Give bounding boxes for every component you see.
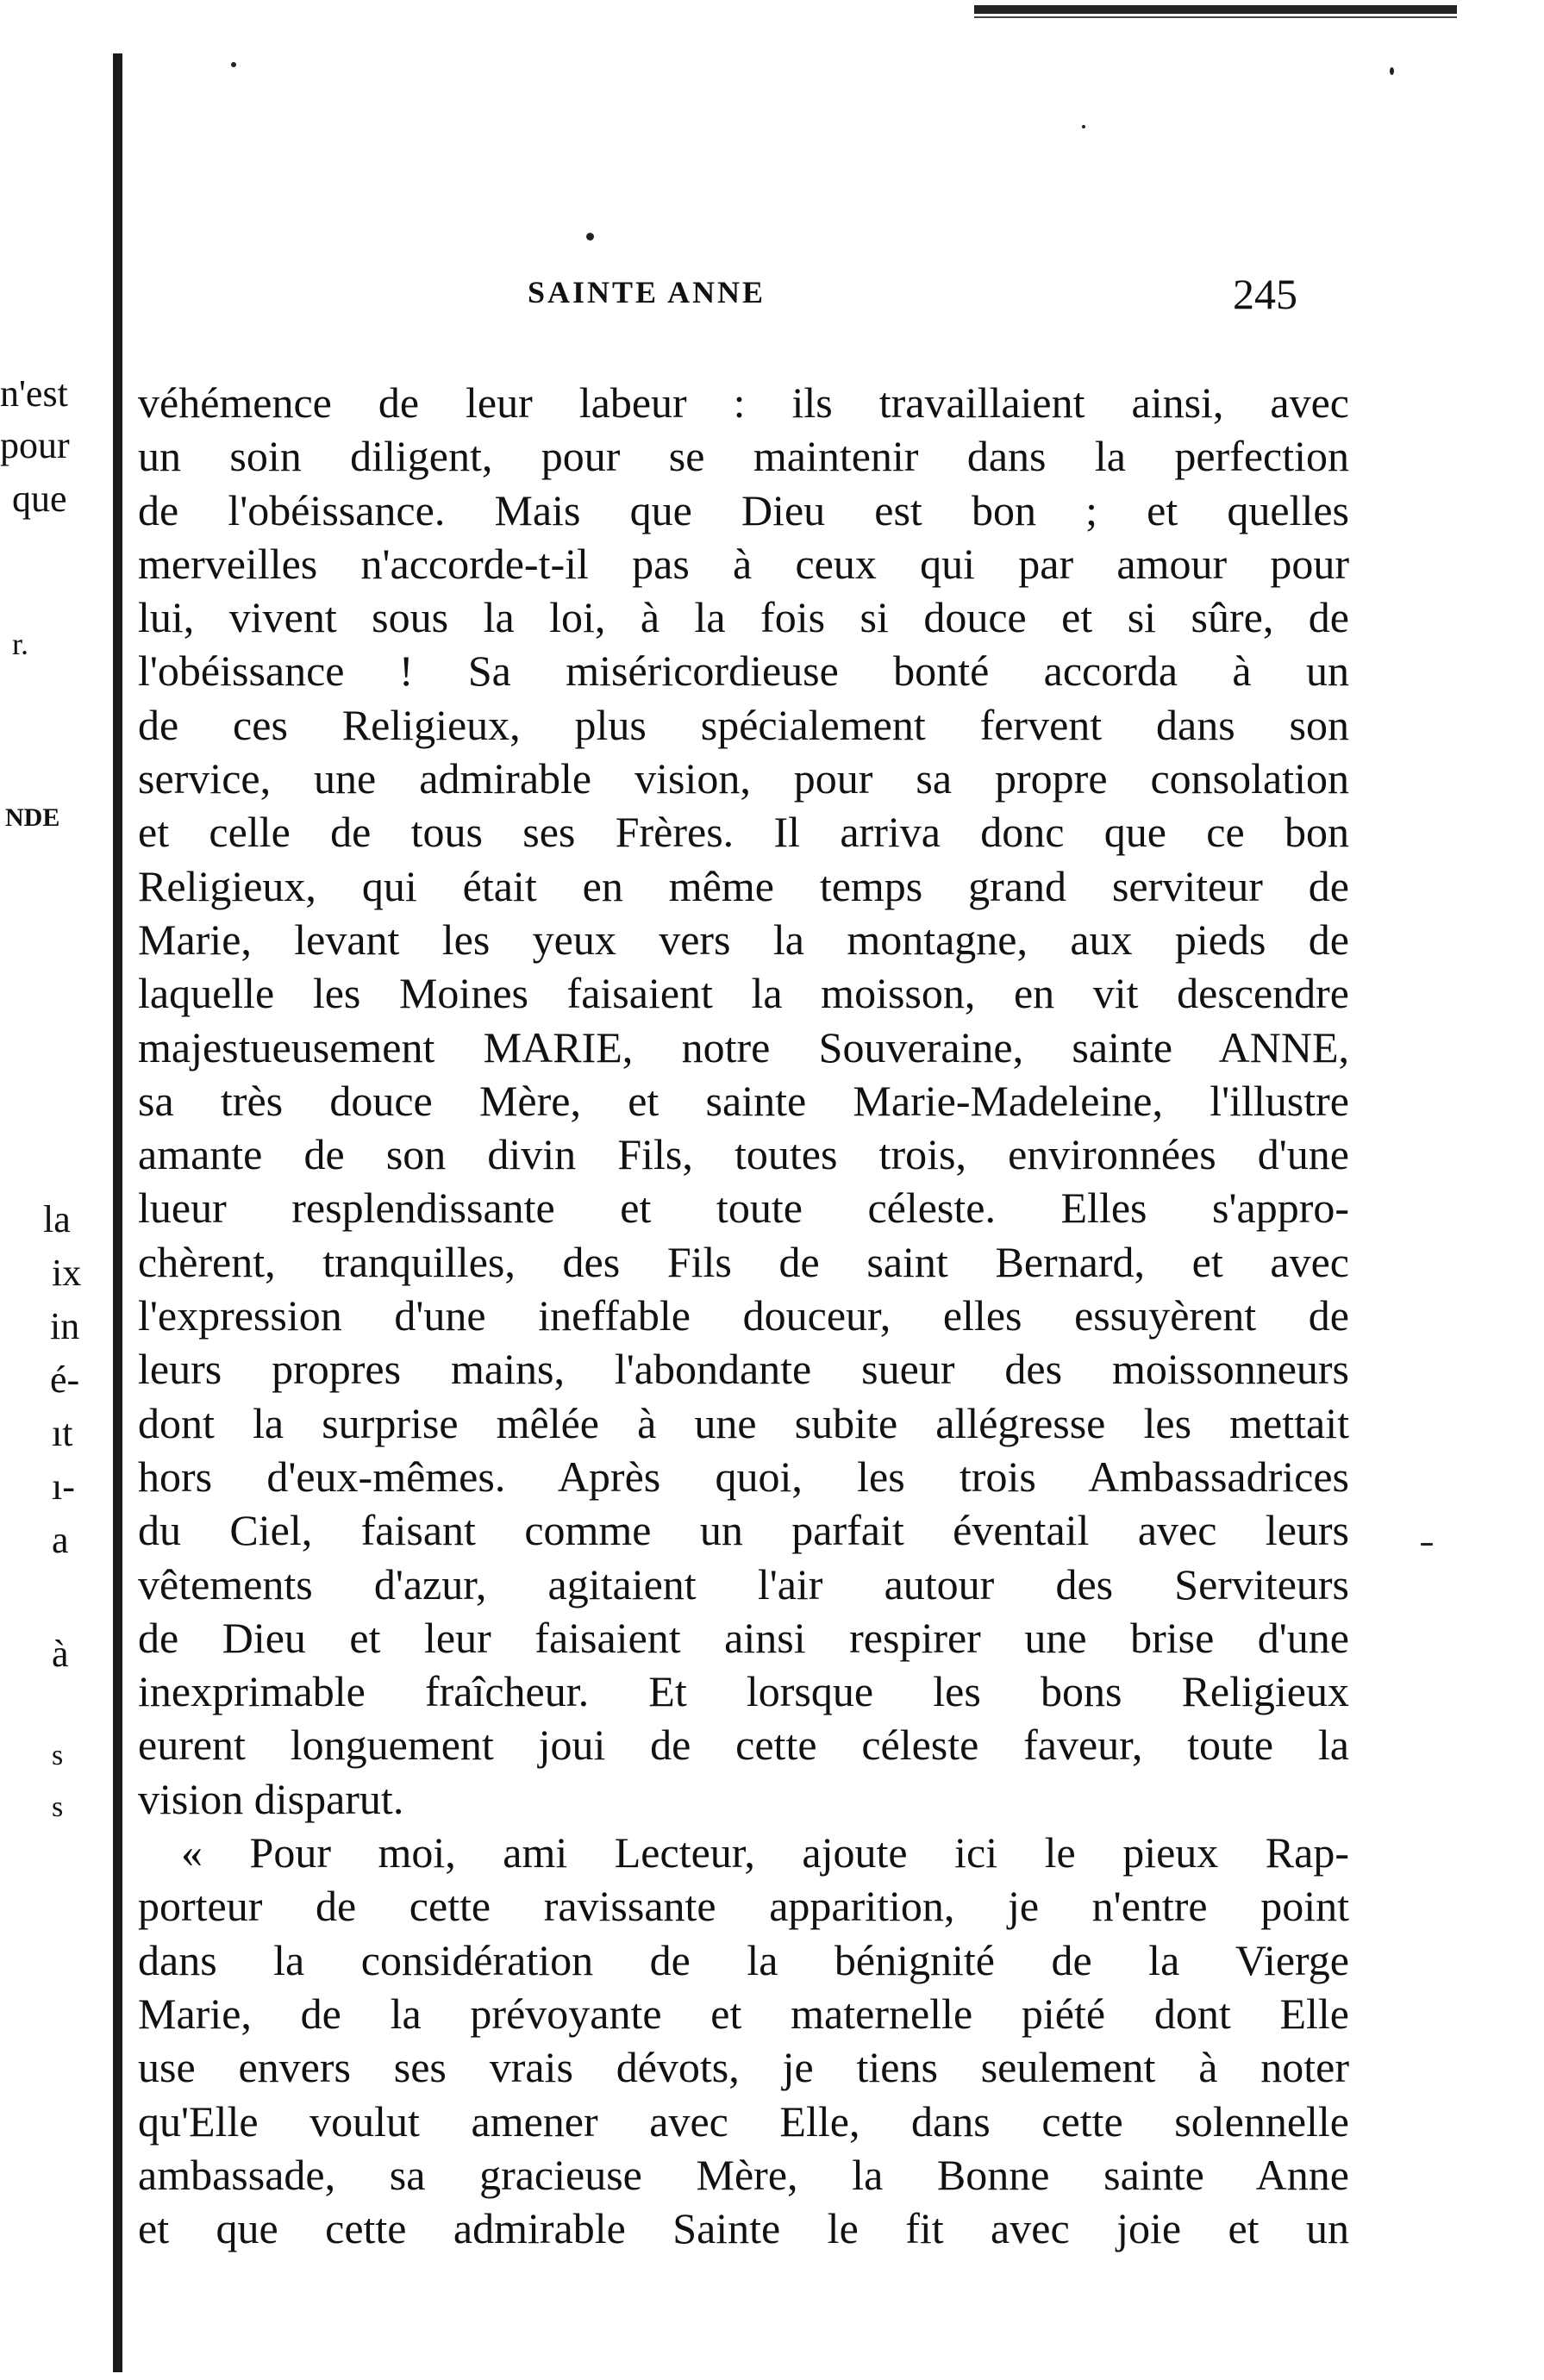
margin-fragment: r. <box>12 627 29 661</box>
text-line: majestueusement MARIE, notre Souveraine, sainte ANNE, <box>138 1022 1349 1071</box>
text-line: inexprimable fraîcheur. Et lorsque les bons Religieux <box>138 1667 1349 1716</box>
scan-speck <box>1421 1543 1433 1546</box>
body-text <box>138 376 1349 2255</box>
margin-fragment: que <box>12 478 67 520</box>
margin-fragment: n'est <box>0 372 68 415</box>
text-line: un soin diligent, pour se maintenir dans la perfection <box>138 432 1349 481</box>
text-line: use envers ses vrais dévots, je tiens seulement à noter <box>138 2043 1349 2092</box>
text-line: qu'Elle voulut amener avec Elle, dans cette solennelle <box>138 2096 1349 2146</box>
text-line: sa très douce Mère, et sainte Marie-Madeleine, l'illustre <box>138 1076 1349 1125</box>
text-line: « Pour moi, ami Lecteur, ajoute ici le pieux Rap- <box>181 1828 1349 1877</box>
margin-fragment: ix <box>52 1252 82 1294</box>
scan-speck <box>586 233 594 240</box>
margin-fragment: s <box>52 1740 64 1771</box>
text-line: laquelle les Moines faisaient la moisson, en vit descendre <box>138 969 1349 1018</box>
text-line: amante de son divin Fils, toutes trois, environnées d'une <box>138 1130 1349 1179</box>
margin-fragment: la <box>43 1198 71 1240</box>
text-line: du Ciel, faisant comme un parfait éventail avec leurs <box>138 1506 1349 1555</box>
margin-fragment: s <box>52 1791 64 1823</box>
scan-speck <box>231 62 236 67</box>
book-gutter-shadow <box>113 53 122 2372</box>
top-edge-rule <box>974 5 1457 14</box>
text-line: l'obéissance ! Sa miséricordieuse bonté accorda à un <box>138 647 1349 696</box>
text-line: lueur resplendissante et toute céleste. Elles s'appro- <box>138 1184 1349 1233</box>
text-line: ambassade, sa gracieuse Mère, la Bonne sainte Anne <box>138 2150 1349 2199</box>
facing-page-margin <box>0 372 110 2355</box>
text-line: leurs propres mains, l'abondante sueur des moissonneurs <box>138 1345 1349 1394</box>
text-line: merveilles n'accorde-t-il pas à ceux qui par amour pour <box>138 539 1349 588</box>
margin-fragment: ı- <box>52 1465 75 1508</box>
text-line: véhémence de leur labeur : ils travaillaient ainsi, avec <box>138 378 1349 427</box>
text-line: Marie, levant les yeux vers la montagne, aux pieds de <box>138 915 1349 964</box>
text-line: l'expression d'une ineffable douceur, elles essuyèrent de <box>138 1291 1349 1340</box>
text-line: et celle de tous ses Frères. Il arriva donc que ce bon <box>138 808 1349 857</box>
text-line: de l'obéissance. Mais que Dieu est bon ; et quelles <box>138 485 1349 534</box>
text-line: de Dieu et leur faisaient ainsi respirer une brise d'une <box>138 1613 1349 1662</box>
top-edge-thin-rule <box>974 16 1457 18</box>
text-line: vision disparut. <box>138 1774 404 1823</box>
text-line: eurent longuement joui de cette céleste faveur, toute la <box>138 1721 1349 1770</box>
margin-fragment: in <box>50 1305 80 1347</box>
margin-fragment: a <box>52 1519 69 1561</box>
text-line: Religieux, qui était en même temps grand serviteur de <box>138 861 1349 910</box>
margin-fragment: é- <box>50 1359 80 1401</box>
margin-fragment: NDE <box>5 803 60 832</box>
text-line: dont la surprise mêlée à une subite allégresse les mettait <box>138 1398 1349 1447</box>
text-line: dans la considération de la bénignité de la Vierge <box>138 1935 1349 1984</box>
running-head: SAINTE ANNE <box>528 275 766 309</box>
text-line: chèrent, tranquilles, des Fils de saint Bernard, et avec <box>138 1237 1349 1286</box>
text-line: et que cette admirable Sainte le fit avec joie et un <box>138 2204 1349 2253</box>
page-number: 245 <box>1233 270 1297 318</box>
text-line: de ces Religieux, plus spécialement fervent dans son <box>138 700 1349 749</box>
text-line: hors d'eux-mêmes. Après quoi, les trois Ambassadrices <box>138 1452 1349 1501</box>
scan-speck <box>1390 67 1394 75</box>
text-line: porteur de cette ravissante apparition, je n'entre point <box>138 1882 1349 1931</box>
text-line: vêtements d'azur, agitaient l'air autour des Serviteurs <box>138 1559 1349 1609</box>
text-line: lui, vivent sous la loi, à la fois si douce et si sûre, de <box>138 593 1349 642</box>
scan-speck <box>1082 125 1085 128</box>
margin-fragment: pour <box>0 424 70 466</box>
text-line: service, une admirable vision, pour sa propre consolation <box>138 754 1349 803</box>
margin-fragment: à <box>52 1633 69 1675</box>
text-line: Marie, de la prévoyante et maternelle piété dont Elle <box>138 1989 1349 2038</box>
margin-fragment: ıt <box>52 1412 73 1454</box>
